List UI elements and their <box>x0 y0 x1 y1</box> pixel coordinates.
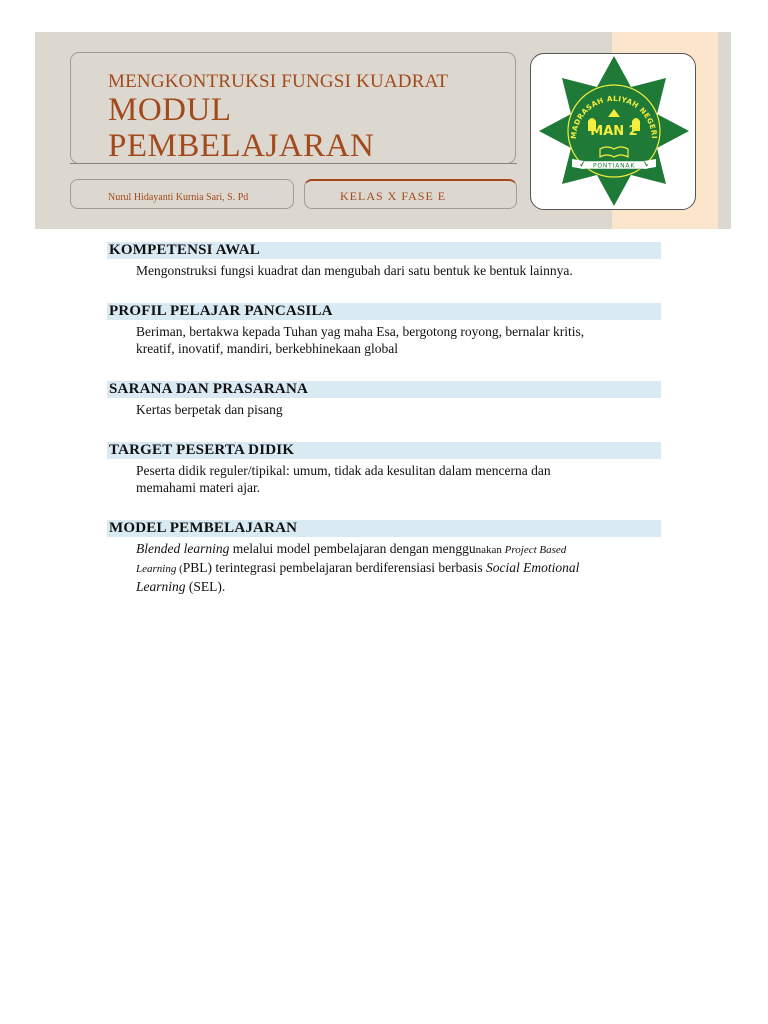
section-heading-target: TARGET PESERTA DIDIK <box>107 442 661 459</box>
model-line-3 <box>136 578 656 595</box>
logo-top-text: MADRASAH ALIYAH NEGERI <box>568 93 660 140</box>
model-text-4: PBL) terintegrasi pembelajaran berdiferensiasi berbasis <box>182 560 487 575</box>
section-heading-kompetensi: KOMPETENSI AWAL <box>107 242 661 259</box>
model-text-3: ( <box>176 563 183 575</box>
profil-line-2: kreatif, inovatif, mandiri, berkebhinekaan global <box>136 341 399 356</box>
class-label: KELAS X FASE E <box>340 189 447 203</box>
title-line-2: PEMBELAJARAN <box>108 128 375 164</box>
profil-line-1: Beriman, bertakwa kepada Tuhan yag maha Esa, bergotong royong, bernalar kritis, <box>136 324 585 339</box>
section-heading-profil: PROFIL PELAJAR PANCASILA <box>107 303 661 320</box>
model-line-2 <box>136 559 656 578</box>
school-logo <box>530 53 696 210</box>
section-body-model <box>136 540 656 595</box>
logo-ribbon-text: PONTIANAK <box>592 162 636 170</box>
model-text-2: nakan <box>475 544 505 556</box>
model-term-pbl-2: Learning <box>136 563 177 575</box>
model-term-sel-1: Social Emotional <box>486 560 580 575</box>
madrasah-logo-icon <box>531 54 696 210</box>
logo-center-text: MAN 2 <box>590 124 638 139</box>
author-name: Nurul Hidayanti Kurnia Sari, S. Pd <box>108 192 249 203</box>
module-subtitle: MENGKONTRUKSI FUNGSI KUADRAT <box>108 71 449 92</box>
header-stripe-end <box>718 32 731 229</box>
module-title <box>108 92 374 164</box>
target-line-1: Peserta didik reguler/tipikal: umum, tidak ada kesulitan dalam mencerna dan <box>136 463 551 478</box>
target-line-2: memahami materi ajar. <box>136 480 261 495</box>
model-text-5: (SEL). <box>185 579 226 594</box>
section-heading-sarana: SARANA DAN PRASARANA <box>107 381 661 398</box>
section-body-profil <box>136 323 656 357</box>
section-heading-model: MODEL PEMBELAJARAN <box>107 520 661 537</box>
model-term-pbl-1: Project Based <box>504 544 567 556</box>
section-body-target <box>136 462 656 496</box>
model-term-blended: Blended learning <box>136 541 230 556</box>
model-term-sel-2: Learning <box>136 579 186 594</box>
model-text-1: melalui model pembelajaran dengan menggu <box>229 541 476 556</box>
section-body-sarana: Kertas berpetak dan pisang <box>136 402 283 417</box>
model-line-1 <box>136 540 656 559</box>
title-line-1: MODUL <box>108 92 232 128</box>
section-body-kompetensi: Mengonstruksi fungsi kuadrat dan mengubah dari satu bentuk ke bentuk lainnya. <box>136 263 573 278</box>
